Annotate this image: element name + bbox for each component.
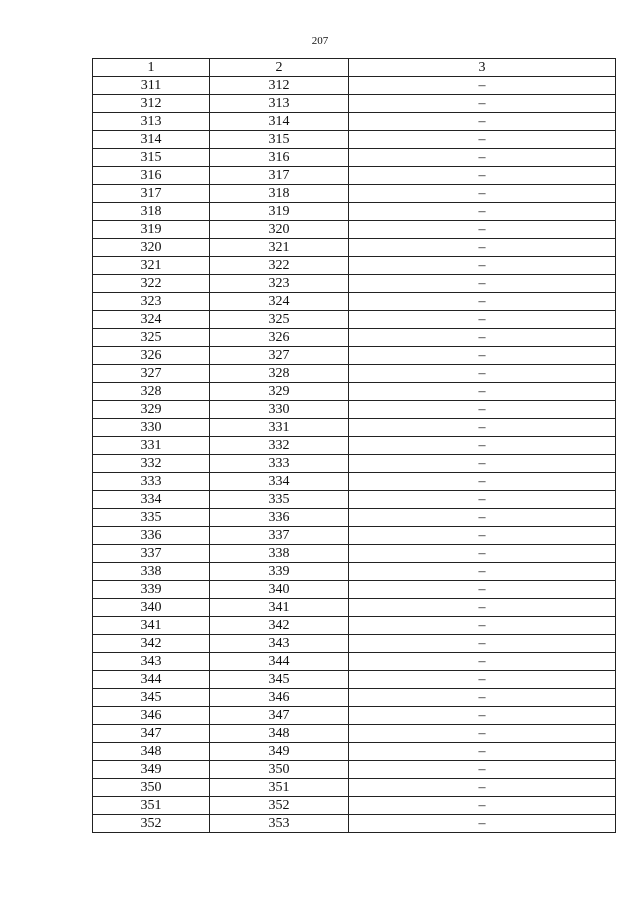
table-cell-col-1: 348 [93, 743, 210, 761]
table-cell-col-3: – [349, 779, 616, 797]
table-row [93, 689, 616, 707]
table-row [93, 77, 616, 95]
table-cell-col-3: – [349, 239, 616, 257]
table-cell-col-2: 351 [210, 779, 349, 797]
table-row [93, 221, 616, 239]
table-cell-col-3: – [349, 815, 616, 833]
table-cell-col-3: – [349, 185, 616, 203]
table-row [93, 491, 616, 509]
table-cell-col-2: 331 [210, 419, 349, 437]
table-cell-col-1: 345 [93, 689, 210, 707]
table-cell-col-2: 341 [210, 599, 349, 617]
table-row [93, 257, 616, 275]
table-row [93, 383, 616, 401]
table-cell-col-2: 315 [210, 131, 349, 149]
table-cell-col-2: 326 [210, 329, 349, 347]
table-cell-col-3: – [349, 725, 616, 743]
table-cell-col-2: 328 [210, 365, 349, 383]
table-cell-col-3: – [349, 635, 616, 653]
table-row [93, 581, 616, 599]
table-cell-col-3: – [349, 77, 616, 95]
table-row [93, 527, 616, 545]
table-cell-col-3: – [349, 491, 616, 509]
table-row [93, 509, 616, 527]
table-cell-col-1: 322 [93, 275, 210, 293]
table-cell-col-3: – [349, 671, 616, 689]
table-cell-col-2: 335 [210, 491, 349, 509]
table-cell-col-3: – [349, 509, 616, 527]
table-cell-col-1: 316 [93, 167, 210, 185]
table-cell-col-2: 319 [210, 203, 349, 221]
table-row [93, 167, 616, 185]
table-cell-col-2: 330 [210, 401, 349, 419]
table-cell-col-1: 319 [93, 221, 210, 239]
table-row [93, 293, 616, 311]
table-row [93, 599, 616, 617]
table-cell-col-3: – [349, 149, 616, 167]
table-row [93, 311, 616, 329]
table-cell-col-1: 339 [93, 581, 210, 599]
table-cell-col-3: – [349, 761, 616, 779]
table-cell-col-1: 335 [93, 509, 210, 527]
table-cell-col-1: 342 [93, 635, 210, 653]
column-header-2: 2 [210, 59, 349, 77]
table-cell-col-3: – [349, 257, 616, 275]
table-cell-col-1: 312 [93, 95, 210, 113]
table-cell-col-1: 333 [93, 473, 210, 491]
table-cell-col-2: 327 [210, 347, 349, 365]
table-cell-col-2: 334 [210, 473, 349, 491]
table-row [93, 635, 616, 653]
table-row [93, 275, 616, 293]
table-row [93, 707, 616, 725]
table-cell-col-3: – [349, 365, 616, 383]
data-table [92, 58, 616, 833]
table-row [93, 113, 616, 131]
table-row [93, 401, 616, 419]
table-cell-col-1: 315 [93, 149, 210, 167]
table-cell-col-2: 325 [210, 311, 349, 329]
table-cell-col-3: – [349, 293, 616, 311]
table-row [93, 617, 616, 635]
table-row [93, 815, 616, 833]
table-cell-col-2: 333 [210, 455, 349, 473]
table-cell-col-1: 313 [93, 113, 210, 131]
table-cell-col-1: 338 [93, 563, 210, 581]
table-cell-col-3: – [349, 95, 616, 113]
table-cell-col-3: – [349, 689, 616, 707]
table-cell-col-3: – [349, 131, 616, 149]
table-cell-col-2: 350 [210, 761, 349, 779]
table-row [93, 203, 616, 221]
table-cell-col-2: 322 [210, 257, 349, 275]
table-cell-col-1: 323 [93, 293, 210, 311]
table-cell-col-2: 340 [210, 581, 349, 599]
table-cell-col-2: 323 [210, 275, 349, 293]
table-cell-col-2: 346 [210, 689, 349, 707]
table-cell-col-1: 325 [93, 329, 210, 347]
table-cell-col-2: 312 [210, 77, 349, 95]
table-cell-col-1: 340 [93, 599, 210, 617]
table-cell-col-1: 343 [93, 653, 210, 671]
table-cell-col-1: 347 [93, 725, 210, 743]
table-cell-col-2: 313 [210, 95, 349, 113]
table-cell-col-1: 311 [93, 77, 210, 95]
table-cell-col-3: – [349, 383, 616, 401]
table-cell-col-3: – [349, 473, 616, 491]
table-cell-col-3: – [349, 563, 616, 581]
table-cell-col-3: – [349, 113, 616, 131]
table-cell-col-3: – [349, 275, 616, 293]
page-number: 207 [311, 35, 329, 47]
table-cell-col-3: – [349, 455, 616, 473]
table-cell-col-1: 324 [93, 311, 210, 329]
table-cell-col-1: 330 [93, 419, 210, 437]
table-cell-col-1: 344 [93, 671, 210, 689]
column-header-1: 1 [93, 59, 210, 77]
table-cell-col-2: 316 [210, 149, 349, 167]
table-cell-col-3: – [349, 437, 616, 455]
table-row [93, 725, 616, 743]
table-cell-col-3: – [349, 707, 616, 725]
table-cell-col-3: – [349, 545, 616, 563]
table-cell-col-2: 321 [210, 239, 349, 257]
table-cell-col-2: 342 [210, 617, 349, 635]
table-cell-col-3: – [349, 311, 616, 329]
table-cell-col-3: – [349, 599, 616, 617]
table-cell-col-2: 336 [210, 509, 349, 527]
table-cell-col-1: 341 [93, 617, 210, 635]
table-cell-col-2: 329 [210, 383, 349, 401]
table-row [93, 185, 616, 203]
table-cell-col-2: 338 [210, 545, 349, 563]
table-row [93, 419, 616, 437]
table-cell-col-1: 352 [93, 815, 210, 833]
table-cell-col-1: 329 [93, 401, 210, 419]
table-cell-col-1: 328 [93, 383, 210, 401]
table-cell-col-1: 320 [93, 239, 210, 257]
table-row [93, 473, 616, 491]
table-row [93, 455, 616, 473]
table-row [93, 563, 616, 581]
table-body [93, 77, 616, 833]
table-cell-col-1: 318 [93, 203, 210, 221]
table-cell-col-3: – [349, 221, 616, 239]
table-cell-col-1: 321 [93, 257, 210, 275]
table-cell-col-2: 320 [210, 221, 349, 239]
table-cell-col-2: 318 [210, 185, 349, 203]
table-row [93, 437, 616, 455]
table-cell-col-2: 314 [210, 113, 349, 131]
table-row [93, 653, 616, 671]
table-cell-col-3: – [349, 203, 616, 221]
table-cell-col-2: 343 [210, 635, 349, 653]
table-cell-col-3: – [349, 743, 616, 761]
table-row [93, 131, 616, 149]
table-cell-col-3: – [349, 653, 616, 671]
table-cell-col-2: 348 [210, 725, 349, 743]
table-cell-col-1: 327 [93, 365, 210, 383]
table-cell-col-3: – [349, 581, 616, 599]
table-cell-col-3: – [349, 347, 616, 365]
table-cell-col-3: – [349, 167, 616, 185]
table-cell-col-1: 337 [93, 545, 210, 563]
table-cell-col-3: – [349, 419, 616, 437]
table-cell-col-1: 334 [93, 491, 210, 509]
table-row [93, 329, 616, 347]
table-cell-col-1: 317 [93, 185, 210, 203]
table-row [93, 545, 616, 563]
table-cell-col-1: 351 [93, 797, 210, 815]
table-cell-col-2: 352 [210, 797, 349, 815]
table-row [93, 743, 616, 761]
table-cell-col-3: – [349, 401, 616, 419]
table-row [93, 797, 616, 815]
table-cell-col-1: 331 [93, 437, 210, 455]
table-cell-col-1: 314 [93, 131, 210, 149]
table-cell-col-2: 317 [210, 167, 349, 185]
column-header-3: 3 [349, 59, 616, 77]
table-cell-col-2: 337 [210, 527, 349, 545]
table-row [93, 149, 616, 167]
table-cell-col-2: 345 [210, 671, 349, 689]
table-row [93, 779, 616, 797]
table-row [93, 365, 616, 383]
table-cell-col-2: 332 [210, 437, 349, 455]
table-row [93, 239, 616, 257]
table-row [93, 347, 616, 365]
table-cell-col-1: 349 [93, 761, 210, 779]
table-cell-col-3: – [349, 329, 616, 347]
table-cell-col-2: 349 [210, 743, 349, 761]
header-row [93, 59, 616, 77]
table-cell-col-1: 346 [93, 707, 210, 725]
table-cell-col-1: 350 [93, 779, 210, 797]
table-cell-col-2: 353 [210, 815, 349, 833]
table-cell-col-1: 326 [93, 347, 210, 365]
table-row [93, 95, 616, 113]
table-cell-col-1: 336 [93, 527, 210, 545]
table-cell-col-3: – [349, 527, 616, 545]
table-cell-col-3: – [349, 797, 616, 815]
table-cell-col-1: 332 [93, 455, 210, 473]
table-header [93, 59, 616, 77]
table-cell-col-2: 339 [210, 563, 349, 581]
table-row [93, 761, 616, 779]
table-cell-col-2: 347 [210, 707, 349, 725]
table-cell-col-2: 324 [210, 293, 349, 311]
table-cell-col-3: – [349, 617, 616, 635]
table-row [93, 671, 616, 689]
table-cell-col-2: 344 [210, 653, 349, 671]
